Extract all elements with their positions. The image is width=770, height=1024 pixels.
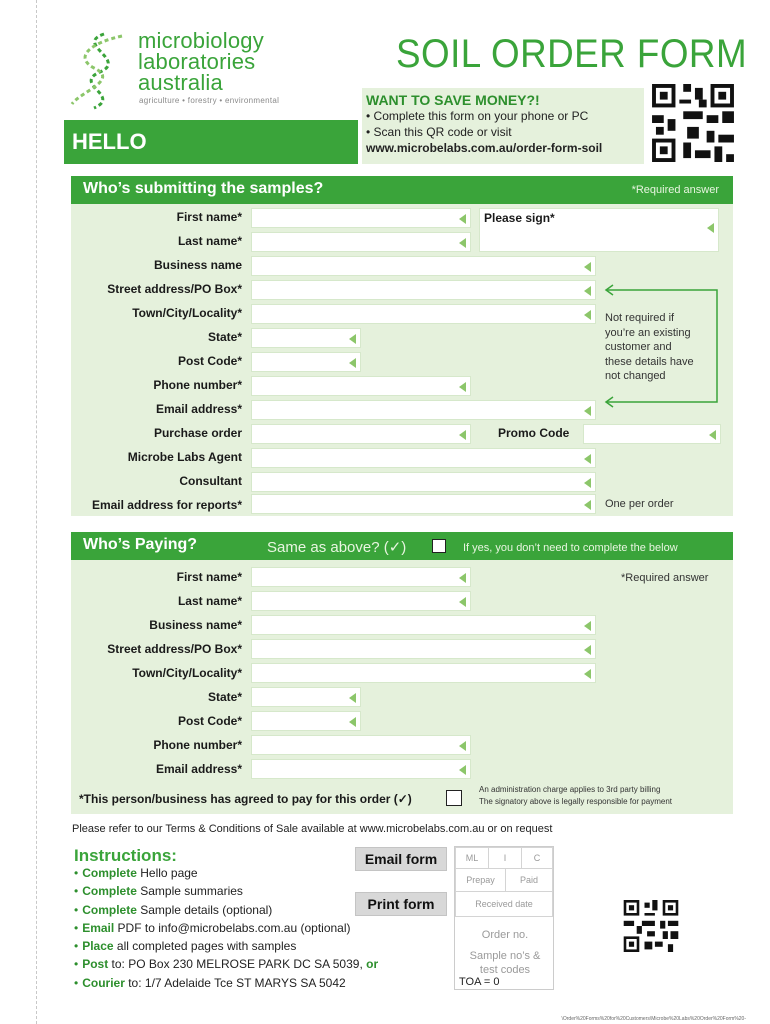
town-label: Town/City/Locality* — [132, 306, 242, 320]
instruction-item: • Post to: PO Box 230 MELROSE PARK DC SA 5039, or — [74, 957, 379, 972]
payer-state-input[interactable] — [251, 687, 361, 707]
payer-phone-input[interactable] — [251, 735, 471, 755]
instruction-item: • Email PDF to info@microbelabs.com.au (optional) — [74, 920, 351, 935]
order-form-url-link[interactable]: www.microbelabs.com.au/order-form-soil — [366, 141, 603, 155]
post-code-input[interactable] — [251, 352, 361, 372]
submitter-section-header — [71, 176, 733, 204]
submitter-section-title: Who’s submitting the samples? — [83, 180, 324, 197]
dna-helix-icon — [64, 30, 136, 110]
hello-label: HELLO — [72, 129, 147, 154]
logo-wordmark: microbiology laboratories australia — [138, 28, 264, 95]
hello-banner — [64, 120, 358, 164]
instructions-title: Instructions: — [74, 846, 177, 865]
lab-sample-nos-1: Sample no’s & — [469, 950, 541, 962]
payer-last-name-label: Last name* — [177, 594, 242, 608]
footer-path: \Order%20Forms%20for%20Customers\Microbe%20Labs%20Order%20Form%20- — [561, 1016, 746, 1022]
email-input[interactable] — [251, 400, 596, 420]
payer-email-input[interactable] — [251, 759, 471, 779]
same-as-above-label: Same as above? (✓) — [267, 539, 407, 556]
lab-order-no: Order no. — [481, 929, 529, 941]
state-input[interactable] — [251, 328, 361, 348]
street-address-label: Street address/PO Box* — [107, 282, 242, 296]
submitter-section — [71, 176, 733, 516]
if-yes-note: If yes, you don’t need to complete the below — [463, 542, 678, 554]
required-answer-note: *Required answer — [631, 184, 719, 196]
instruction-item: • Place all completed pages with samples — [74, 939, 297, 954]
business-name-label: Business name — [153, 258, 242, 272]
promo-code-input[interactable] — [583, 424, 721, 444]
town-input[interactable] — [251, 304, 596, 324]
agreed-to-pay-checkbox[interactable] — [446, 790, 462, 806]
lab-paid-cell: Paid — [505, 868, 553, 892]
last-name-input[interactable] — [251, 232, 471, 252]
state-label: State* — [207, 330, 242, 344]
business-name-input[interactable] — [251, 256, 596, 276]
payer-section-header — [71, 532, 733, 560]
payer-email-label: Email address* — [155, 762, 242, 776]
payer-required-note: *Required answer — [621, 572, 709, 584]
save-line-2: • Scan this QR code or visit — [366, 125, 512, 139]
first-name-input[interactable] — [251, 208, 471, 228]
payer-section-title: Who’s Paying? — [83, 536, 198, 553]
signatory-note: The signatory above is legally responsible for payment — [479, 797, 672, 806]
phone-label: Phone number* — [153, 378, 242, 392]
instruction-item: • Complete Hello page — [74, 866, 198, 880]
page-title: SOIL ORDER FORM — [396, 32, 748, 76]
company-logo — [64, 28, 304, 118]
lab-use-panel — [454, 846, 554, 990]
email-reports-input[interactable] — [251, 494, 596, 514]
lab-c-cell: C — [521, 847, 553, 869]
same-as-above-checkbox[interactable] — [432, 539, 446, 553]
one-per-order-note: One per order — [605, 498, 674, 510]
payer-post-code-label: Post Code* — [177, 714, 242, 728]
page-margin-guide — [36, 0, 37, 1024]
payer-business-name-input[interactable] — [251, 615, 596, 635]
instructions-list — [74, 866, 378, 994]
print-form-button[interactable]: Print form — [355, 892, 447, 916]
logo-tagline: agriculture • forestry • environmental — [139, 96, 280, 105]
payer-last-name-input[interactable] — [251, 591, 471, 611]
payer-state-label: State* — [207, 690, 242, 704]
payer-street-label: Street address/PO Box* — [107, 642, 242, 656]
agent-label: Microbe Labs Agent — [127, 450, 242, 464]
promo-code-label: Promo Code — [498, 426, 570, 440]
terms-text: Please refer to our Terms & Conditions of Sale available at www.microbelabs.com.au or on request — [72, 823, 553, 835]
payer-business-name-label: Business name* — [149, 618, 242, 632]
email-reports-label: Email address for reports* — [91, 498, 242, 512]
lab-sample-nos-2: test codes — [479, 964, 531, 976]
post-code-label: Post Code* — [177, 354, 242, 368]
consultant-input[interactable] — [251, 472, 596, 492]
agreed-to-pay-label: *This person/business has agreed to pay for this order (✓) — [79, 792, 412, 806]
lab-i-cell: I — [488, 847, 522, 869]
lab-prepay-cell: Prepay — [455, 868, 506, 892]
payer-town-input[interactable] — [251, 663, 596, 683]
qr-code-icon[interactable] — [652, 84, 734, 162]
payer-section — [71, 532, 733, 814]
payer-post-code-input[interactable] — [251, 711, 361, 731]
instruction-item: • Complete Sample summaries — [74, 884, 243, 899]
lab-ml-cell: ML — [455, 847, 489, 869]
save-heading: WANT TO SAVE MONEY?! — [366, 92, 540, 108]
purchase-order-label: Purchase order — [153, 426, 242, 440]
payer-town-label: Town/City/Locality* — [132, 666, 242, 680]
phone-input[interactable] — [251, 376, 471, 396]
lab-received-date-cell: Received date — [455, 891, 553, 917]
payer-first-name-label: First name* — [176, 570, 242, 584]
first-name-label: First name* — [176, 210, 242, 224]
payer-phone-label: Phone number* — [153, 738, 242, 752]
please-sign-label: Please sign* — [484, 211, 555, 225]
instruction-item: • Complete Sample details (optional) — [74, 902, 273, 917]
payer-first-name-input[interactable] — [251, 567, 471, 587]
save-line-1: • Complete this form on your phone or PC — [366, 109, 589, 123]
instruction-item: • Courier to: 1/7 Adelaide Tce ST MARYS SA 5042 — [74, 975, 346, 990]
lab-toa: TOA = 0 — [459, 976, 500, 988]
consultant-label: Consultant — [179, 474, 242, 488]
last-name-label: Last name* — [177, 234, 242, 248]
not-required-note: Not required if you’re an existing customer and these details have not changed — [605, 312, 694, 382]
admin-charge-note: An administration charge applies to 3rd party billing — [479, 785, 661, 794]
agent-input[interactable] — [251, 448, 596, 468]
save-money-panel — [362, 88, 644, 164]
email-form-button[interactable]: Email form — [355, 847, 447, 871]
street-address-input[interactable] — [251, 280, 596, 300]
email-label: Email address* — [155, 402, 242, 416]
qr-code-small-icon[interactable] — [623, 900, 679, 952]
payer-street-input[interactable] — [251, 639, 596, 659]
purchase-order-input[interactable] — [251, 424, 471, 444]
